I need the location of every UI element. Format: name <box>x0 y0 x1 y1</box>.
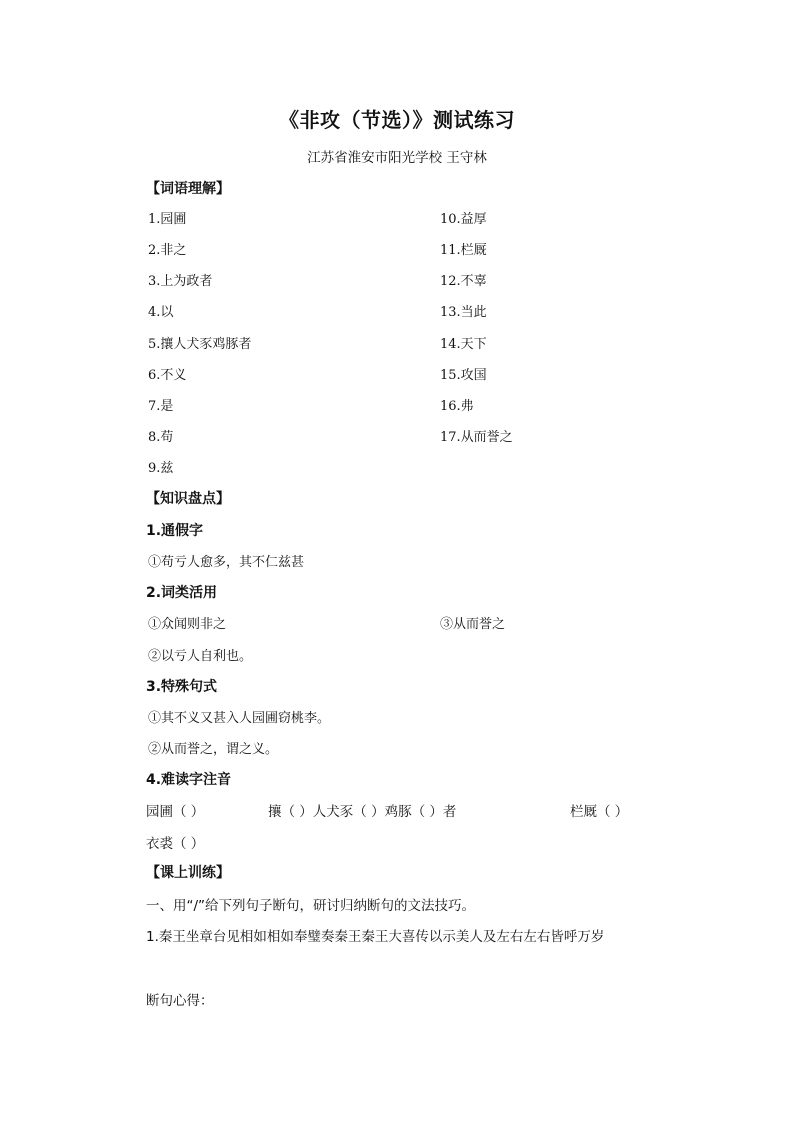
vocab-item: 8.苟 <box>148 430 174 445</box>
vocab-item: 17.从而誉之 <box>440 430 513 445</box>
vocab-item: 1.园圃 <box>148 212 187 227</box>
vocab-item: 5.攘人犬豕鸡豚者 <box>148 337 252 352</box>
subheading-zhuyin: 4.难读字注音 <box>146 772 232 788</box>
teshu-item: ②从而誉之，谓之义。 <box>148 742 279 757</box>
vocab-item: 7.是 <box>148 399 174 414</box>
cilei-item: ①众闻则非之 <box>148 617 227 632</box>
zhuyin-item: 衣裘（ ） <box>146 836 205 852</box>
vocab-item: 13.当此 <box>440 305 487 320</box>
vocab-item: 4.以 <box>148 305 174 320</box>
subheading-tongjia: 1.通假字 <box>146 523 204 539</box>
subheading-teshu: 3.特殊句式 <box>146 679 218 695</box>
exercise-question: 1.秦王坐章台见相如相如奉璧奏秦王秦王大喜传以示美人及左右左右皆呼万岁 <box>146 929 605 945</box>
reflection-label: 断句心得： <box>146 993 214 1009</box>
zhuyin-item: 栏厩（ ） <box>570 804 629 820</box>
author-line: 江苏省淮安市阳光学校 王守林 <box>307 150 487 166</box>
vocab-item: 6.不义 <box>148 368 187 383</box>
subheading-cilei: 2.词类活用 <box>146 585 218 601</box>
vocab-item: 15.攻国 <box>440 368 487 383</box>
exercise-instruction: 一、用“/”给下列句子断句，研讨归纳断句的文法技巧。 <box>146 898 476 914</box>
section-heading-vocab: 【词语理解】 <box>146 181 230 197</box>
page-title: 《非攻（节选）》测试练习 <box>279 108 515 132</box>
cilei-item: ③从而誉之 <box>440 617 506 632</box>
vocab-item: 10.益厚 <box>440 212 487 227</box>
section-heading-knowledge: 【知识盘点】 <box>146 491 230 507</box>
section-heading-classwork: 【课上训练】 <box>146 865 230 881</box>
cilei-item: ②以亏人自利也。 <box>148 649 253 664</box>
vocab-item: 12.不辜 <box>440 274 487 289</box>
vocab-item: 11.栏厩 <box>440 243 487 258</box>
vocab-item: 3.上为政者 <box>148 274 213 289</box>
zhuyin-item: 园圃（ ） <box>146 804 205 820</box>
vocab-item: 9.兹 <box>148 461 174 476</box>
vocab-item: 16.弗 <box>440 399 474 414</box>
tongjia-item: ①苟亏人愈多，其不仁兹甚 <box>148 555 305 570</box>
vocab-item: 2.非之 <box>148 243 187 258</box>
zhuyin-item: 攘（ ）人犬豕（ ）鸡豚（ ）者 <box>268 804 457 820</box>
teshu-item: ①其不义又甚入人园圃窃桃李。 <box>148 711 331 726</box>
vocab-item: 14.天下 <box>440 337 487 352</box>
